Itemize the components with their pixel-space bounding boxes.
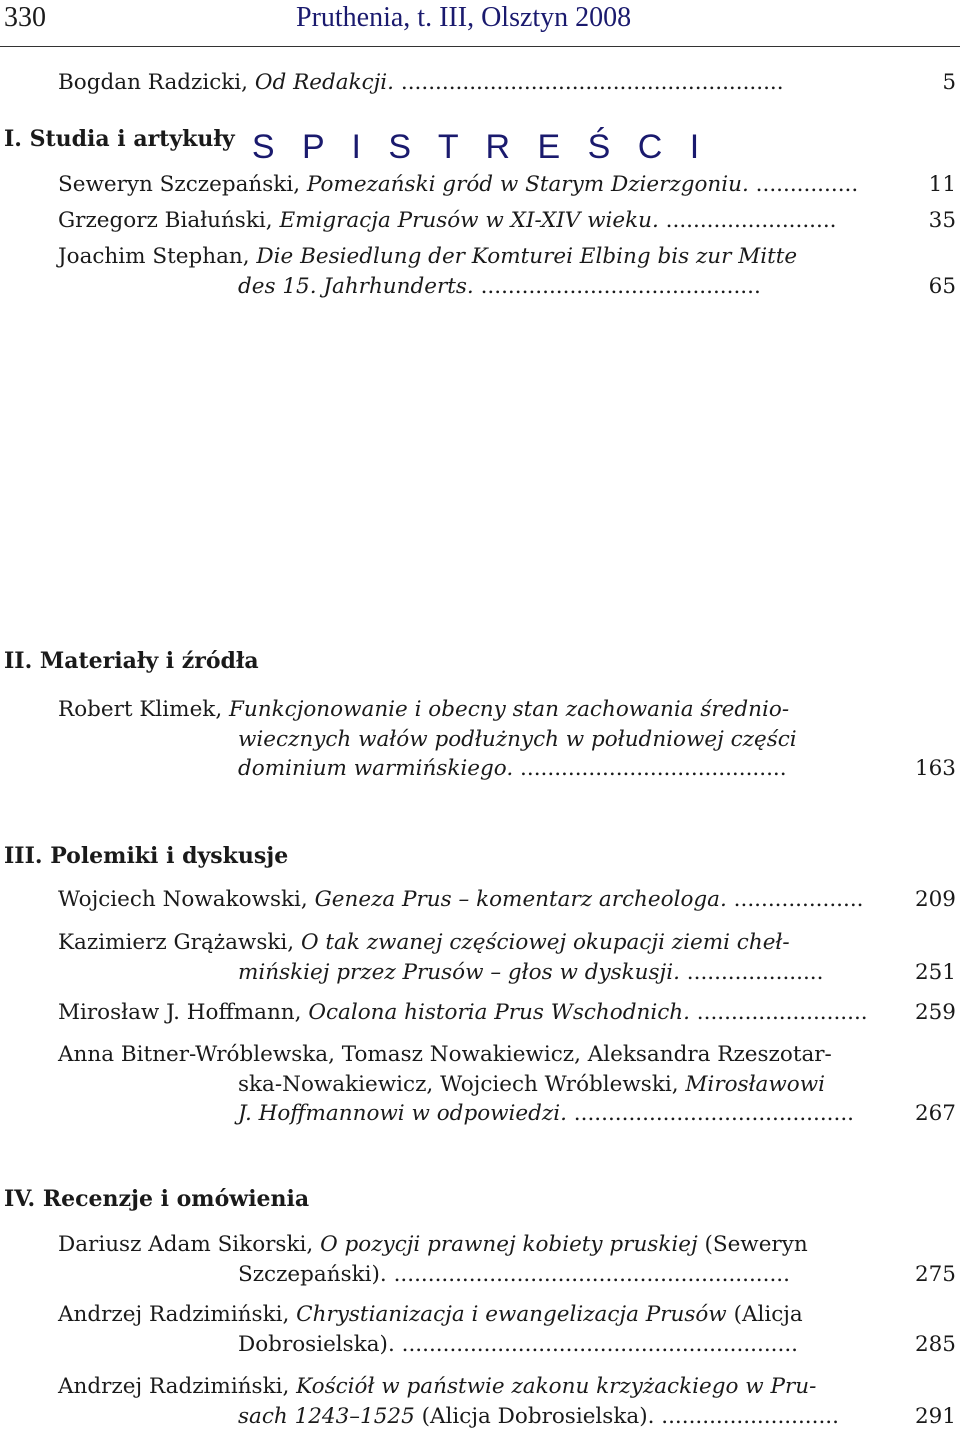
entry-title: Od Redakcji.: [254, 70, 395, 95]
leader-dots: ....................: [679, 959, 824, 985]
leader-dots: .........................................: [566, 1101, 855, 1126]
entry-author: Wojciech Nowakowski,: [58, 887, 308, 912]
leader-dots: .........................: [658, 208, 837, 233]
entry-title: Chrystianizacja i ewangelizacja Prusów: [296, 1302, 727, 1327]
section-heading: II. Materiały i źródła: [4, 648, 259, 674]
toc-line: [58, 1260, 956, 1290]
toc-entry[interactable]: [58, 928, 956, 987]
section-heading: IV. Recenzje i omówienia: [4, 1186, 310, 1212]
entry-title: Die Besiedlung der Komturei Elbing bis zur Mitte: [256, 244, 798, 269]
entry-authors: Anna Bitner-Wróblewska, Tomasz Nowakiewicz, Aleksandra Rzeszotar-: [58, 1042, 832, 1067]
entry-author: Grzegorz Białuński,: [58, 208, 273, 233]
toc-entry[interactable]: [58, 1040, 956, 1129]
toc-line: [58, 1040, 956, 1070]
entry-title-cont: mińskiej przez Prusów – głos w dyskusji.: [238, 959, 680, 985]
toc-entry[interactable]: [58, 885, 956, 915]
toc-entry[interactable]: [58, 1300, 956, 1359]
journal-citation: Pruthenia, t. III, Olsztyn 2008: [296, 2, 632, 33]
entry-author: Seweryn Szczepański,: [58, 172, 301, 197]
entry-page: 291: [914, 1403, 956, 1429]
section-heading: I. Studia i artykuły: [4, 126, 235, 152]
toc-line: [58, 206, 956, 236]
entry-author: Dariusz Adam Sikorski,: [58, 1232, 314, 1257]
toc-line: [58, 998, 956, 1028]
toc-title: S P I S T R E Ś C I: [251, 128, 709, 166]
entry-author: Andrzej Radzimiński,: [58, 1302, 290, 1327]
entry-title: Funkcjonowanie i obecny stan zachowania średnio-: [229, 697, 790, 722]
toc-line: [58, 242, 956, 272]
entry-page: 35: [928, 208, 956, 233]
leader-dots: ........................................................: [394, 70, 784, 95]
entry-title: O pozycji prawnej kobiety pruskiej: [320, 1232, 698, 1257]
entry-page: 251: [914, 959, 956, 985]
running-header: [0, 0, 960, 47]
entry-reviewer: (Alicja Dobrosielska).: [421, 1403, 655, 1429]
entry-author: Andrzej Radzimiński,: [58, 1374, 290, 1399]
toc-line: [58, 1070, 956, 1100]
entry-author: Robert Klimek,: [58, 697, 223, 722]
entry-page: 267: [914, 1101, 956, 1126]
entry-author: Joachim Stephan,: [58, 244, 250, 269]
leader-dots: ..........................: [654, 1403, 839, 1429]
toc-line: [58, 1372, 956, 1402]
toc-line: [58, 695, 956, 725]
entry-reviewer-cont: Dobrosielska).: [238, 1331, 395, 1357]
leader-dots: ..........................................................: [394, 1331, 799, 1357]
entry-title-cont: dominium warmińskiego.: [238, 756, 514, 781]
toc-line: [58, 754, 956, 784]
toc-line: [58, 958, 956, 988]
entry-title-cont: sach 1243–1525: [238, 1403, 415, 1429]
toc-entry[interactable]: [58, 1230, 956, 1289]
leader-dots: .........................: [689, 1000, 868, 1025]
toc-entry[interactable]: [58, 242, 956, 301]
entry-title: Kościół w państwie zakonu krzyżackiego w Pru-: [296, 1374, 817, 1399]
entry-author: Kazimierz Grążawski,: [58, 930, 295, 955]
toc-line: [58, 1402, 956, 1432]
entry-title-cont: wiecznych wałów podłużnych w południowej części: [238, 726, 797, 752]
entry-title: Emigracja Prusów w XI-XIV wieku.: [279, 208, 659, 233]
entry-title: Geneza Prus – komentarz archeologa.: [314, 887, 727, 912]
entry-page: 209: [914, 887, 956, 912]
leader-dots: ...................: [726, 887, 864, 912]
entry-title: O tak zwanej częściowej okupacji ziemi cheł-: [300, 930, 790, 955]
toc-line: [58, 1330, 956, 1360]
entry-author: Mirosław J. Hoffmann,: [58, 1000, 302, 1025]
toc-entry[interactable]: [58, 68, 956, 98]
entry-author: Bogdan Radzicki,: [58, 70, 249, 95]
toc-line: [58, 68, 956, 98]
entry-authors-cont: ska-Nowakiewicz, Wojciech Wróblewski,: [238, 1071, 679, 1097]
leader-dots: .........................................: [473, 273, 761, 299]
toc-line: [58, 885, 956, 915]
entry-page: 285: [914, 1331, 956, 1357]
entry-title: Ocalona historia Prus Wschodnich.: [308, 1000, 690, 1025]
toc-line: [58, 1099, 956, 1129]
toc-line: [58, 1300, 956, 1330]
entry-title: Mirosławowi: [685, 1071, 825, 1097]
entry-reviewer: (Alicja: [733, 1302, 803, 1327]
entry-title-cont: J. Hoffmannowi w odpowiedzi.: [238, 1101, 567, 1126]
entry-page: 5: [942, 70, 956, 95]
toc-line: [58, 170, 956, 200]
entry-reviewer: (Seweryn: [704, 1232, 808, 1257]
entry-reviewer-cont: Szczepański).: [238, 1261, 387, 1287]
toc-line: [58, 725, 956, 755]
toc-line: [58, 928, 956, 958]
entry-title-cont: des 15. Jahrhunderts.: [238, 273, 474, 299]
page-number: 330: [4, 2, 46, 33]
entry-title: Pomezański gród w Starym Dzierzgoniu.: [306, 172, 749, 197]
toc-entry[interactable]: [58, 170, 956, 200]
section-heading: III. Polemiki i dyskusje: [4, 843, 289, 869]
toc-entry[interactable]: [58, 998, 956, 1028]
toc-entry[interactable]: [58, 1372, 956, 1431]
entry-page: 275: [914, 1261, 956, 1287]
entry-page: 65: [928, 273, 956, 299]
entry-page: 259: [914, 1000, 956, 1025]
leader-dots: .......................................: [513, 756, 787, 781]
entry-page: 163: [914, 756, 956, 781]
leader-dots: ...............: [748, 172, 859, 197]
leader-dots: ..........................................................: [386, 1261, 790, 1287]
toc-line: [58, 272, 956, 302]
toc-line: [58, 1230, 956, 1260]
toc-entry[interactable]: [58, 206, 956, 236]
entry-page: 11: [928, 172, 956, 197]
toc-entry[interactable]: [58, 695, 956, 784]
